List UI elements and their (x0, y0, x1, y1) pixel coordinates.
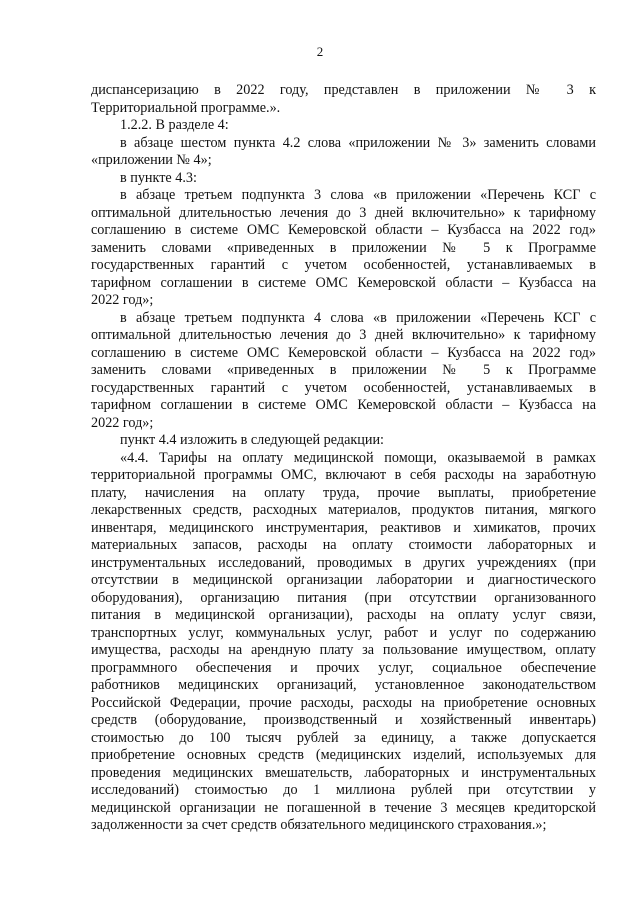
page-number: 2 (316, 44, 324, 59)
text-line: в пункте 4.3: (120, 169, 197, 186)
text-line: отсутствии в медицинской организации лаборатории и диагностического (91, 572, 596, 588)
text-line: 1.2.2. В разделе 4: (120, 117, 229, 133)
text-line: 2022 год»; (91, 414, 154, 431)
text-line: в абзаце третьем подпункта 4 слова «в приложении «Перечень КСГ с (120, 309, 596, 326)
text-line: программного обеспечения и прочих услуг, социальное обеспечение (91, 659, 596, 676)
text-line: пункт 4.4 изложить в следующей редакции: (120, 432, 384, 448)
text-line: 2022 год»; (91, 292, 154, 308)
text-line: оптимальной длительностью лечения до 3 дней включительно» к тарифному (91, 327, 596, 343)
text-line: лекарственных средств, расходных материалов, продуктов питания, мягкого (91, 502, 596, 518)
text-line: плату, начисления на оплату труда, прочие выплаты, приобретение (91, 484, 596, 501)
text-line: оптимальной длительностью лечения до 3 дней включительно» к тарифному (91, 204, 596, 221)
text-line: исследований) стоимостью до 1 миллиона рублей при отсутствии у (91, 782, 596, 798)
text-line: средств (оборудование, производственный и хозяйственный инвентарь) (91, 712, 596, 728)
text-line: питания в медицинской организации), расходы на оплату услуг связи, (91, 607, 596, 623)
text-line: «4.4. Тарифы на оплату медицинской помощи, оказываемой в рамках (120, 449, 596, 466)
text-line: тарифном соглашении в системе ОМС Кемеровской области – Кузбасса на (91, 274, 596, 291)
text-line: приобретение основных средств (медицинских изделий, используемых для (91, 747, 596, 763)
text-line: государственных гарантий с учетом особенностей, устанавливаемых в (91, 257, 596, 273)
document-body (91, 82, 596, 835)
text-line: инвентаря, медицинского инструментария, реактивов и химикатов, прочих (91, 519, 596, 536)
text-line: соглашению в системе ОМС Кемеровской области – Кузбасса на 2022 год» (91, 222, 596, 238)
text-line: медицинской организации не погашенной в течение 3 месяцев кредиторской (91, 799, 596, 816)
text-line: диспансеризацию в 2022 году, представлен в приложении № 3 к (91, 82, 596, 98)
text-line: тарифном соглашении в системе ОМС Кемеровской области – Кузбасса на (91, 397, 596, 413)
text-line: соглашению в системе ОМС Кемеровской области – Кузбасса на 2022 год» (91, 344, 596, 361)
text-line: заменить словами «приведенных в приложении № 5 к Программе (91, 362, 596, 378)
text-line: работников медицинских организаций, установленное законодательством (91, 677, 596, 693)
text-line: транспортных услуг, коммунальных услуг, работ и услуг по содержанию (91, 624, 596, 641)
text-line: заменить словами «приведенных в приложении № 5 к Программе (91, 239, 596, 256)
text-line: в абзаце третьем подпункта 3 слова «в приложении «Перечень КСГ с (120, 187, 596, 203)
text-line: задолженности за счет средств обязательного медицинского страхования.»; (91, 817, 547, 833)
text-line: «приложении № 4»; (91, 152, 212, 168)
text-line: территориальной программы ОМС, включают в себя расходы на заработную (91, 467, 596, 483)
text-line: стоимостью до 100 тысяч рублей за единицу, а также допускается (91, 729, 596, 746)
text-line: Российской Федерации, прочие расходы, расходы на приобретение основных (91, 694, 596, 711)
text-line: государственных гарантий с учетом особенностей, устанавливаемых в (91, 379, 596, 396)
text-line: имущества, расходы на арендную плату за пользование имуществом, оплату (91, 642, 596, 658)
text-line: Территориальной программе.». (91, 99, 281, 116)
text-line: в абзаце шестом пункта 4.2 слова «приложении № 3» заменить словами (120, 134, 596, 151)
text-line: материальных запасов, расходы на оплату стоимости лабораторных и (91, 537, 596, 553)
text-line: инструментальных исследований, проводимых в других учреждениях (при (91, 554, 596, 571)
text-line: проведения медицинских вмешательств, лабораторных и инструментальных (91, 764, 596, 781)
text-line: оборудования), организацию питания (при отсутствии организованного (91, 589, 596, 606)
